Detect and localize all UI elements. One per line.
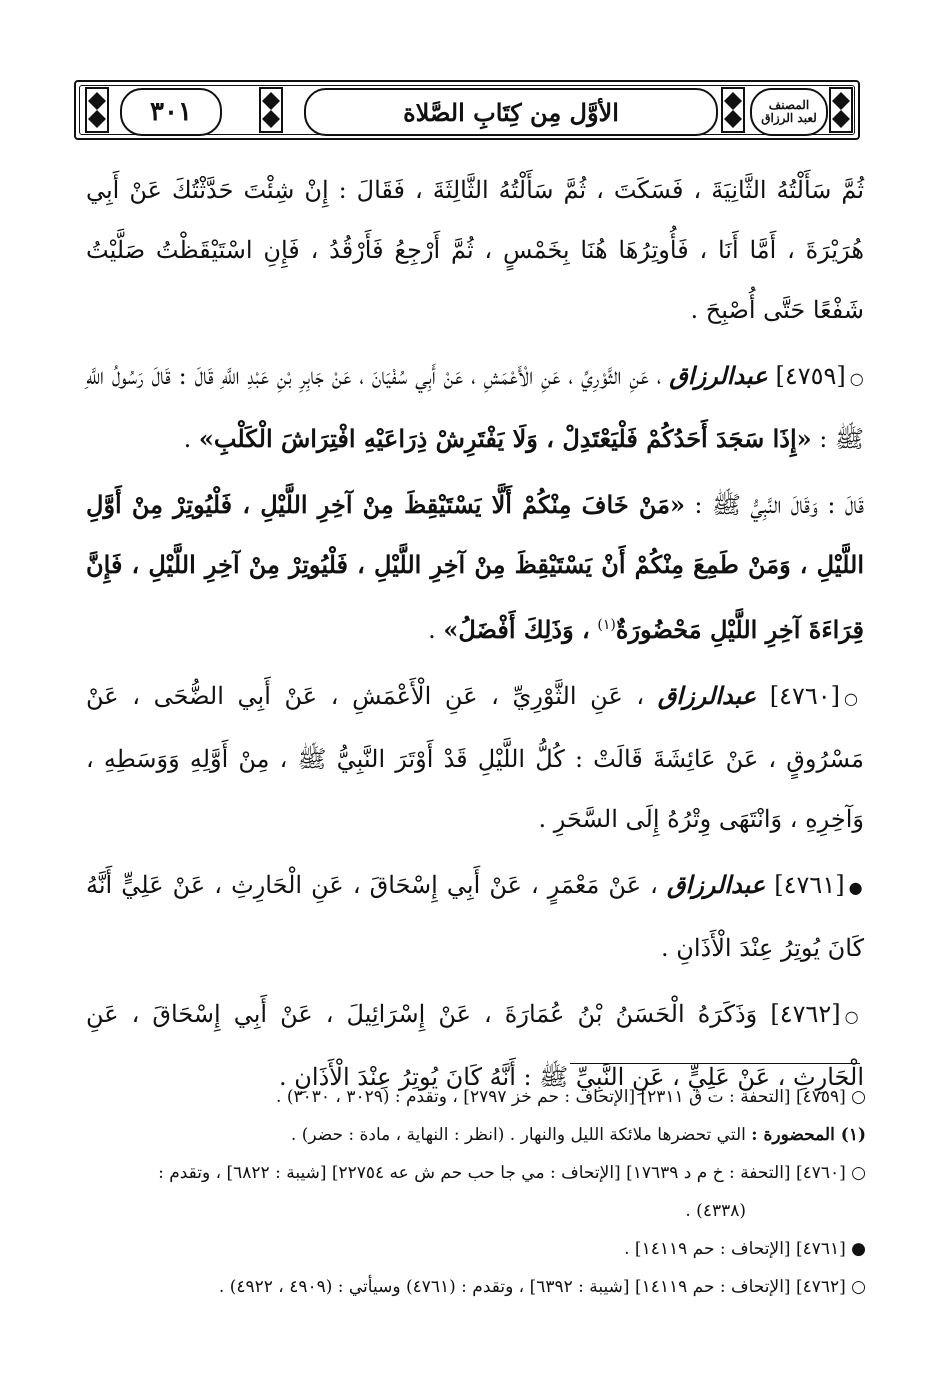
footnote-4759: ○ [٤٧٥٩] [التحفة : ت ق ٢٣١١] [الإتحاف : حم خز ٢٧٩٧] ، وتقدم : (٣٠٢٩ ، ٣٠٣٠) . — [276, 1087, 866, 1107]
hadith-marker: ○ — [849, 369, 864, 388]
page-header — [74, 80, 860, 140]
ornament-center-right-icon — [720, 86, 746, 134]
hadith-text: ، عَنِ الثَّوْرِيِّ ، عَنِ الْأَعْمَشِ ، عَنْ أَبِي الضُّحَى ، عَنْ مَسْرُوقٍ ، عَنْ عَائِشَةَ قَالَتْ : كُلُّ اللَّيْلِ قَدْ أَوْتَرَ النَّبِيُّ ﷺ ، مِنْ أَوَّلِهِ وَوَسَطِهِ ، وَآخِرِهِ ، وَانْتَهَى وِتْرُهُ إِلَى السَّحَرِ . — [86, 682, 864, 833]
footnote-definition: التي تحضرها ملائكة الليل والنهار . (انظر : النهاية ، مادة : حضر) . — [290, 1125, 746, 1145]
hadith-number: [٤٧٥٩] — [775, 362, 846, 390]
hadith-text: ، عَنْ مَعْمَرٍ ، عَنْ أَبِي إِسْحَاقَ ، عَنِ الْحَارِثِ ، عَنْ عَلِيٍّ أَنَّهُ كَانَ يُوتِرُ عِنْدَ الْأَذَانِ . — [86, 871, 864, 962]
paragraph-continuation: ثُمَّ سَأَلْتُهُ الثَّانِيَةَ ، فَسَكَتَ ، ثُمَّ سَأَلْتُهُ الثَّالِثَةَ ، فَقَالَ : إِنْ شِئْتَ حَدَّثْتُكَ عَنْ أَبِي هُرَيْرَةَ ، أَمَّا أَنَا ، فَأُوتِرُهَا هُنَا بِخَمْسٍ ، ثُمَّ أَرْجِعُ فَأَرْقُدُ ، فَإِنِ اسْتَيْقَظْتُ صَلَّيْتُ شَفْعًا حَتَّى أُصْبِحَ . — [86, 176, 864, 324]
hadith-end: . — [183, 425, 192, 453]
hadith-author: عبدالرزاق — [657, 681, 757, 710]
logo-line-1: المصنف — [768, 98, 810, 112]
hadith-number: [٤٧٦٠] — [769, 682, 841, 710]
paragraph-3 — [86, 475, 864, 660]
footnote-4762: ○ [٤٧٦٢] [الإتحاف : حم ١٤١١٩] [شيبة : ٦٣٩٢] ، وتقدم : (٤٧٦١) وسيأتي : (٤٩٠٩ ، ٤٩٢٢) . — [218, 1277, 866, 1297]
footnote-divider — [570, 1063, 860, 1064]
hadith-number: [٤٧٦٢] — [770, 1000, 841, 1028]
hadith-author: عبدالرزاق — [666, 870, 766, 899]
main-text — [86, 160, 864, 1107]
book-logo — [750, 88, 828, 136]
hadith-number: [٤٧٦١] — [774, 871, 845, 899]
hadith-4761 — [86, 855, 864, 978]
hadith-quote-end: ، وَذَلِكَ أَفْضَلُ» — [443, 615, 590, 644]
hadith-marker: ● — [848, 878, 864, 897]
hadith-4760 — [86, 666, 864, 849]
ornament-left-icon — [84, 86, 110, 134]
hadith-marker: ○ — [844, 1007, 865, 1026]
hadith-chain: ، عَنِ الثَّوْرِيِّ ، عَنِ الْأَعْمَشِ ، عَنْ أَبِي سُفْيَانَ ، عَنْ جَابِرِ بْنِ عَبْدِ اللَّهِ قَالَ : قَالَ رَسُولُ اللَّهِ ﷺ : — [86, 362, 864, 453]
footnote-4761: ● [٤٧٦١] [الإتحاف : حم ١٤١١٩] . — [624, 1239, 866, 1259]
hadith-quote: «إِذَا سَجَدَ أَحَدُكُمْ فَلْيَعْتَدِلْ ، وَلَا يَفْتَرِشْ ذِرَاعَيْهِ افْتِرَاشَ الْكَلْبِ» — [198, 424, 812, 453]
page-number: ٣٠١ — [120, 88, 222, 136]
footnote-4760-cont: (٤٣٣٨) . — [685, 1201, 746, 1221]
hadith-4759 — [86, 346, 864, 469]
footnote-4760: ○ [٤٧٦٠] [التحفة : خ م د ١٧٦٣٩] [الإتحاف : مي جا حب حم ش عه ٢٢٧٥٤] [شيبة : ٦٨٢٢] ، وتقدم : — [158, 1163, 866, 1183]
hadith-quote: «مَنْ خَافَ مِنْكُمْ أَلَّا يَسْتَيْقِظَ مِنْ آخِرِ اللَّيْلِ ، فَلْيُوتِرْ مِنْ أَوَّلِ اللَّيْلِ ، وَمَنْ طَمِعَ مِنْكُمْ أَنْ يَسْتَيْقِظَ مِنْ آخِرِ اللَّيْلِ ، فَلْيُوتِرْ مِنْ آخِرِ اللَّيْلِ ، فَإِنَّ قِرَاءَةَ آخِرِ اللَّيْلِ مَحْضُورَةٌ — [86, 490, 864, 644]
paragraph-end: . — [428, 616, 436, 644]
footnote-1 — [70, 1116, 866, 1154]
paragraph-intro: قَالَ : وَقَالَ النَّبِيُّ ﷺ : — [694, 491, 864, 519]
footnote-ref[interactable]: (١) — [597, 617, 616, 633]
footnotes — [70, 1078, 866, 1306]
hadith-text: وَذَكَرَهُ الْحَسَنُ بْنُ عُمَارَةَ ، عَنْ إِسْرَائِيلَ ، عَنْ أَبِي إِسْحَاقَ ، عَنِ الْحَارِثِ ، عَنْ عَلِيٍّ ، عَنِ النَّبِيِّ ﷺ : أَنَّهُ كَانَ يُوتِرُ عِنْدَ الْأَذَانِ . — [86, 1000, 864, 1091]
footnote-term: (١) المحضورة : — [751, 1125, 866, 1145]
hadith-author: عبدالرزاق — [669, 361, 768, 390]
ornament-center-left-icon — [258, 86, 284, 134]
ornament-right-icon — [828, 86, 854, 134]
logo-line-2: لعبد الرزاق — [761, 111, 817, 125]
hadith-marker: ○ — [844, 689, 864, 708]
running-title: الأوَّل مِن كِتَابِ الصَّلاة — [304, 88, 718, 136]
